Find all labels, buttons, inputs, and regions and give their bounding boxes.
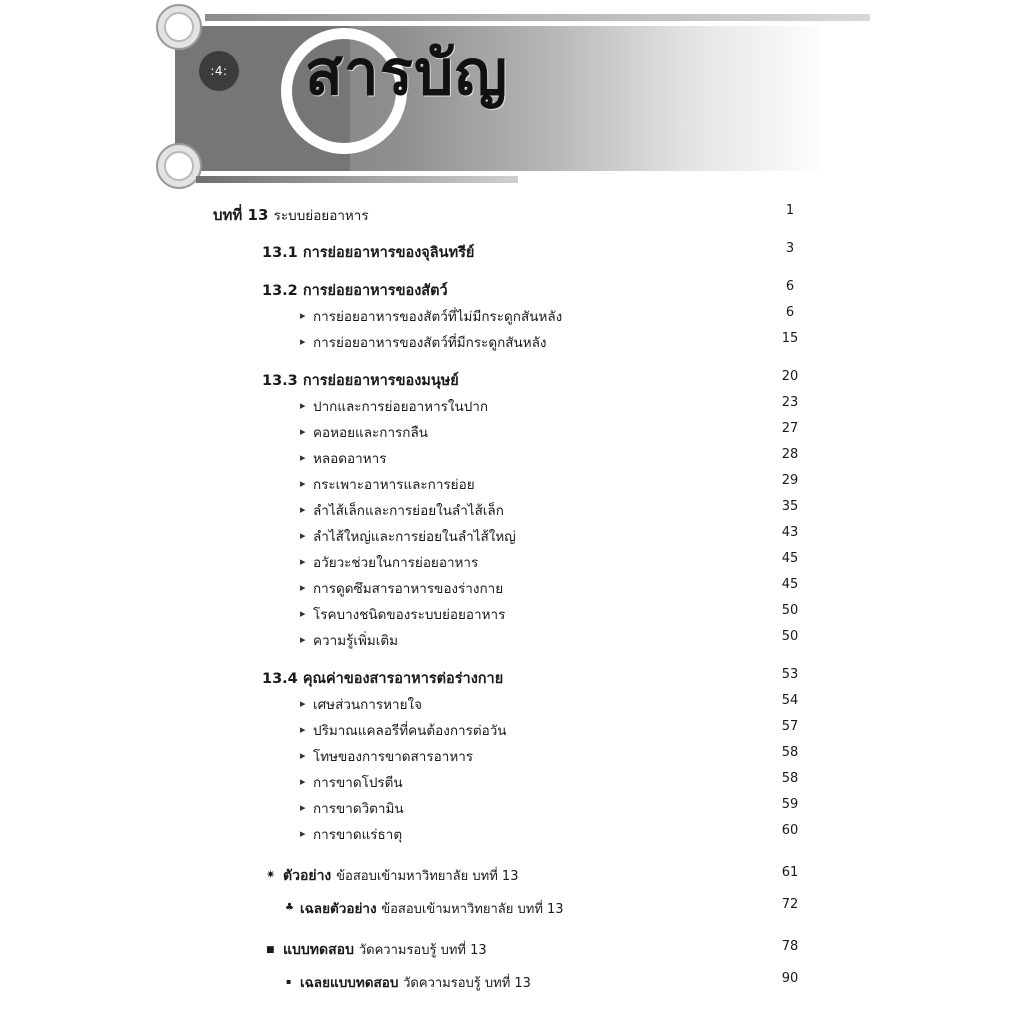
- table-of-contents: [0, 195, 1024, 997]
- toc-item-page: 45: [781, 551, 799, 566]
- toc-item-row[interactable]: [0, 693, 1024, 719]
- chapter-badge: :4:: [199, 51, 239, 91]
- toc-item-page: 27: [781, 421, 799, 436]
- toc-item-row[interactable]: [0, 331, 1024, 357]
- toc-test-answers-title: เฉลยแบบทดสอบ: [300, 975, 399, 991]
- toc-item-row[interactable]: [0, 771, 1024, 797]
- toc-item-label: ความรู้เพิ่มเติม: [313, 633, 399, 649]
- page-title: สารบัญ: [305, 36, 509, 109]
- decorative-ring-bottom-inner: [164, 151, 194, 181]
- toc-item-label: ลำไส้ใหญ่และการย่อยในลำไส้ใหญ่: [313, 529, 516, 545]
- toc-section-row[interactable]: [0, 279, 1024, 305]
- toc-item-page: 50: [781, 603, 799, 618]
- toc-item-row[interactable]: [0, 823, 1024, 849]
- toc-exam-page: 61: [781, 865, 799, 880]
- toc-item-row[interactable]: [0, 395, 1024, 421]
- toc-item-label: การดูดซึมสารอาหารของร่างกาย: [313, 581, 504, 597]
- triangle-bullet-icon: ▸: [300, 503, 306, 516]
- square-bullet-icon: ■: [266, 945, 275, 955]
- toc-exam-title: ตัวอย่าง: [283, 868, 332, 884]
- toc-item-row[interactable]: [0, 525, 1024, 551]
- toc-item-page: 54: [781, 693, 799, 708]
- toc-item-row[interactable]: [0, 447, 1024, 473]
- toc-exam-row[interactable]: [0, 865, 1024, 891]
- toc-item-page: 28: [781, 447, 799, 462]
- toc-section-page: 6: [785, 279, 795, 294]
- triangle-bullet-icon: ▸: [300, 399, 306, 412]
- toc-item-page: 50: [781, 629, 799, 644]
- toc-item-label: การขาดโปรตีน: [313, 775, 403, 791]
- toc-section-page: 3: [785, 241, 795, 256]
- toc-chapter-page: 1: [785, 203, 795, 218]
- toc-test-label: [283, 939, 487, 961]
- toc-test-page: 78: [781, 939, 799, 954]
- toc-exam-subtitle: ข้อสอบเข้ามหาวิทยาลัย บทที่ 13: [336, 869, 519, 884]
- triangle-bullet-icon: ▸: [300, 555, 306, 568]
- toc-section-row[interactable]: [0, 369, 1024, 395]
- toc-item-row[interactable]: [0, 421, 1024, 447]
- club-bullet-icon: ♣: [285, 902, 294, 913]
- toc-item-row[interactable]: [0, 305, 1024, 331]
- toc-test-row[interactable]: [0, 939, 1024, 965]
- triangle-bullet-icon: ▸: [300, 309, 306, 322]
- toc-item-page: 29: [781, 473, 799, 488]
- toc-section-row[interactable]: [0, 241, 1024, 267]
- toc-item-page: 45: [781, 577, 799, 592]
- toc-item-row[interactable]: [0, 499, 1024, 525]
- triangle-bullet-icon: ▸: [300, 477, 306, 490]
- toc-item-row[interactable]: [0, 603, 1024, 629]
- toc-item-label: ปากและการย่อยอาหารในปาก: [313, 399, 489, 415]
- toc-chapter-title: ระบบย่อยอาหาร: [273, 208, 369, 224]
- toc-item-page: 58: [781, 745, 799, 760]
- toc-item-row[interactable]: [0, 797, 1024, 823]
- toc-item-label: ปริมาณแคลอรีที่คนต้องการต่อวัน: [313, 723, 507, 739]
- triangle-bullet-icon: ▸: [300, 581, 306, 594]
- toc-item-row[interactable]: [0, 719, 1024, 745]
- toc-exam-answers-label: [300, 897, 564, 919]
- toc-exam-answers-page: 72: [781, 897, 799, 912]
- toc-test-answers-label: [300, 971, 531, 993]
- toc-item-page: 59: [781, 797, 799, 812]
- toc-chapter-row[interactable]: [0, 203, 1024, 229]
- toc-section-row[interactable]: [0, 667, 1024, 693]
- triangle-bullet-icon: ▸: [300, 335, 306, 348]
- toc-section-label: 13.4 คุณค่าของสารอาหารต่อร่างกาย: [262, 671, 504, 687]
- triangle-bullet-icon: ▸: [300, 775, 306, 788]
- toc-chapter-label: [213, 203, 369, 227]
- triangle-bullet-icon: ▸: [300, 425, 306, 438]
- toc-exam-answers-row[interactable]: [0, 897, 1024, 923]
- triangle-bullet-icon: ▸: [300, 607, 306, 620]
- toc-item-label: การย่อยอาหารของสัตว์ที่ไม่มีกระดูกสันหลัง: [313, 309, 563, 325]
- toc-item-label: กระเพาะอาหารและการย่อย: [313, 477, 475, 493]
- toc-exam-answers-title: เฉลยตัวอย่าง: [300, 901, 377, 917]
- toc-item-row[interactable]: [0, 577, 1024, 603]
- toc-item-page: 15: [781, 331, 799, 346]
- toc-item-page: 6: [785, 305, 795, 320]
- toc-section-page: 53: [781, 667, 799, 682]
- toc-item-label: การขาดแร่ธาตุ: [313, 827, 403, 843]
- toc-item-label: หลอดอาหาร: [313, 451, 387, 467]
- toc-item-row[interactable]: [0, 551, 1024, 577]
- toc-test-answers-row[interactable]: [0, 971, 1024, 997]
- toc-item-label: โรคบางชนิดของระบบย่อยอาหาร: [313, 607, 506, 623]
- small-square-bullet-icon: ▪: [286, 977, 292, 986]
- toc-item-label: คอหอยและการกลืน: [313, 425, 428, 441]
- triangle-bullet-icon: ▸: [300, 697, 306, 710]
- triangle-bullet-icon: ▸: [300, 451, 306, 464]
- toc-item-page: 23: [781, 395, 799, 410]
- toc-test-answers-subtitle: วัดความรอบรู้ บทที่ 13: [403, 976, 531, 991]
- toc-exam-label: [283, 865, 518, 887]
- triangle-bullet-icon: ▸: [300, 749, 306, 762]
- toc-item-page: 43: [781, 525, 799, 540]
- header-rule-top: [205, 14, 870, 21]
- toc-section-page: 20: [781, 369, 799, 384]
- toc-item-label: เศษส่วนการหายใจ: [313, 697, 423, 713]
- triangle-bullet-icon: ▸: [300, 633, 306, 646]
- toc-section-label: 13.3 การย่อยอาหารของมนุษย์: [262, 373, 459, 389]
- toc-item-label: อวัยวะช่วยในการย่อยอาหาร: [313, 555, 479, 571]
- triangle-bullet-icon: ▸: [300, 723, 306, 736]
- toc-item-page: 35: [781, 499, 799, 514]
- toc-item-row[interactable]: [0, 745, 1024, 771]
- toc-test-title: แบบทดสอบ: [283, 942, 354, 958]
- page-header: [0, 0, 1024, 195]
- toc-item-page: 58: [781, 771, 799, 786]
- header-rule-bottom: [196, 176, 518, 183]
- toc-item-label: การขาดวิตามิน: [313, 801, 404, 817]
- toc-test-answers-page: 90: [781, 971, 799, 986]
- toc-item-page: 60: [781, 823, 799, 838]
- star-bullet-icon: ✷: [266, 868, 276, 881]
- triangle-bullet-icon: ▸: [300, 827, 306, 840]
- toc-item-row[interactable]: [0, 629, 1024, 655]
- decorative-ring-top-inner: [164, 12, 194, 42]
- triangle-bullet-icon: ▸: [300, 529, 306, 542]
- toc-item-row[interactable]: [0, 473, 1024, 499]
- toc-section-label: 13.1 การย่อยอาหารของจุลินทรีย์: [262, 245, 475, 261]
- toc-item-label: ลำไส้เล็กและการย่อยในลำไส้เล็ก: [313, 503, 504, 519]
- toc-item-label: โทษของการขาดสารอาหาร: [313, 749, 474, 765]
- toc-section-label: 13.2 การย่อยอาหารของสัตว์: [262, 283, 448, 299]
- toc-test-subtitle: วัดความรอบรู้ บทที่ 13: [358, 943, 487, 958]
- toc-item-page: 57: [781, 719, 799, 734]
- toc-chapter-number: บทที่ 13: [213, 206, 269, 224]
- toc-exam-answers-subtitle: ข้อสอบเข้ามหาวิทยาลัย บทที่ 13: [381, 902, 564, 917]
- toc-item-label: การย่อยอาหารของสัตว์ที่มีกระดูกสันหลัง: [313, 335, 547, 351]
- triangle-bullet-icon: ▸: [300, 801, 306, 814]
